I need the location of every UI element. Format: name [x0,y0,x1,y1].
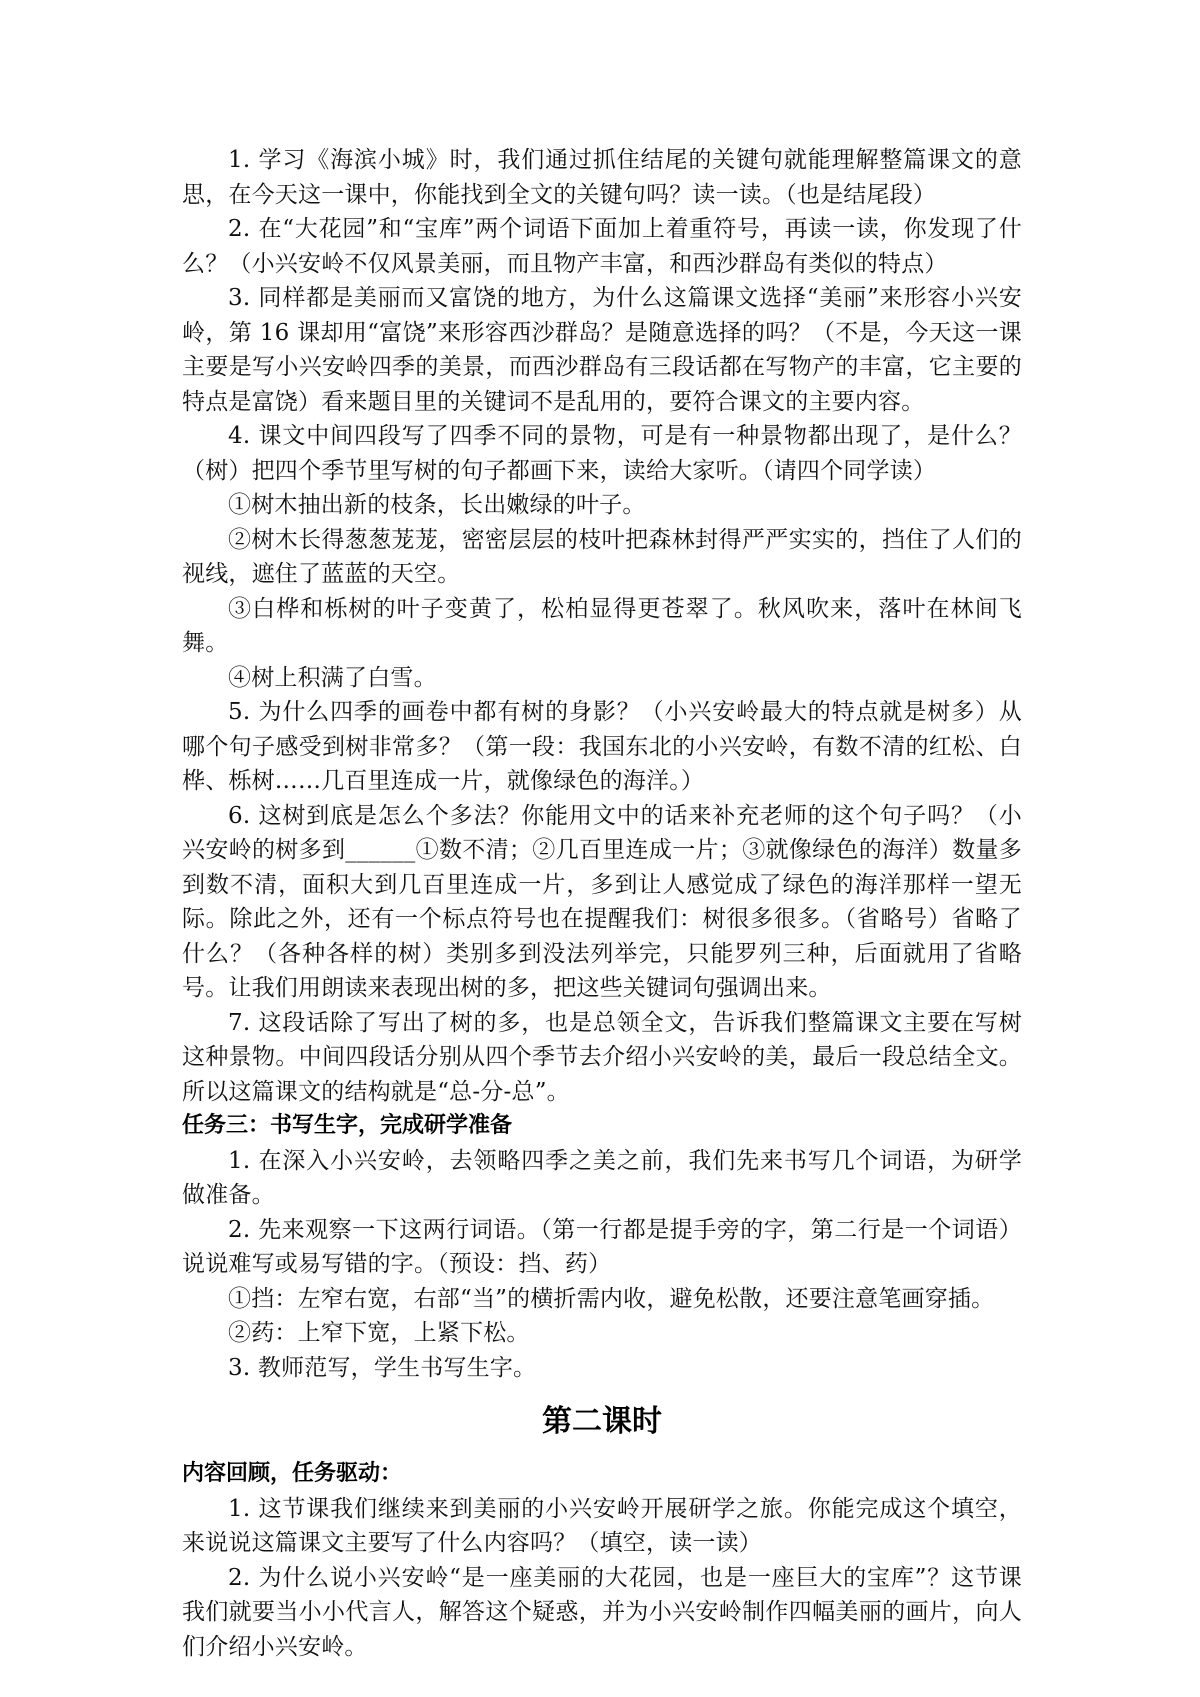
paragraph: ②药：上窄下宽，上紧下松。 [228,1320,530,1346]
task3-heading: 任务三：书写生字，完成研学准备 [182,1113,513,1138]
paragraph: 1. 这节课我们继续来到美丽的小兴安岭开展研学之旅。你能完成这个填空，来说说这篇课文主要写了什么内容吗？（填空，读一读） [182,1495,1022,1556]
paragraph: ①挡：左窄右宽，右部“当”的横折需内收，避免松散，还要注意笔画穿插。 [228,1285,995,1312]
paragraph: 6. 这树到底是怎么个多法？你能用文中的话来补充老师的这个句子吗？（小兴安岭的树多到______①数不清；②几百里连成一片；③就像绿色的海洋）数量多到数不清，面积大到几百里连成一片，多到让人感觉成了绿色的海洋那样一望无际。除此之外，还有一个标点符号也在提醒我们：树很多很多。（省略号）省略了什么？（各种各样的树）类别多到没法列举完，只能罗列三种，后面就用了省略号。让我们用朗读来表现出树的多，把这些关键词句强调出来。 [182,802,1022,1001]
paragraph: 5. 为什么四季的画卷中都有树的身影？（小兴安岭最大的特点就是树多）从哪个句子感受到树非常多？（第一段：我国东北的小兴安岭，有数不清的红松、白桦、栎树……几百里连成一片，就像绿色的海洋。） [182,699,1022,794]
paragraph: 3. 同样都是美丽而又富饶的地方，为什么这篇课文选择“美丽”来形容小兴安岭，第 16 课却用“富饶”来形容西沙群岛？是随意选择的吗？（不是，今天这一课主要是写小兴安岭四季的美景，而西沙群岛有三段话都在写物产的丰富，它主要的特点是富饶）看来题目里的关键词不是乱用的，要符合课文的主要内容。 [182,285,1022,415]
paragraph: 4. 课文中间四段写了四季不同的景物，可是有一种景物都出现了，是什么？（树）把四个季节里写树的句子都画下来，读给大家听。（请四个同学读） [182,423,1022,484]
task3-list [182,1144,1022,1386]
quote-line: ④树上积满了白雪。 [228,664,437,691]
document-body [182,143,1022,1664]
paragraph: 2. 为什么说小兴安岭“是一座美丽的大花园，也是一座巨大的宝库”？这节课我们就要当小小代言人，解答这个疑惑，并为小兴安岭制作四幅美丽的画片，向人们介绍小兴安岭。 [182,1564,1022,1660]
lesson2-title: 第二课时 [542,1404,662,1439]
quote-line: ①树木抽出新的枝条，长出嫩绿的叶子。 [228,492,646,518]
review-list [182,1492,1022,1665]
paragraph: 2. 先来观察一下这两行词语。（第一行都是提手旁的字，第二行是一个词语）说说难写或易写错的字。（预设：挡、药） [182,1216,1022,1277]
paragraph: 1. 学习《海滨小城》时，我们通过抓住结尾的关键句就能理解整篇课文的意思，在今天这一课中，你能找到全文的关键句吗？读一读。（也是结尾段） [182,147,1022,208]
lesson1-discussion-list [182,143,1022,1109]
paragraph: 3. 教师范写，学生书写生字。 [228,1354,537,1381]
paragraph: 2. 在“大花园”和“宝库”两个词语下面加上着重符号，再读一读，你发现了什么？（小兴安岭不仅风景美丽，而且物产丰富，和西沙群岛有类似的特点） [182,216,1022,277]
review-heading: 内容回顾，任务驱动： [182,1461,403,1486]
paragraph: 7. 这段话除了写出了树的多，也是总领全文，告诉我们整篇课文主要在写树这种景物。中间四段话分别从四个季节去介绍小兴安岭的美，最后一段总结全文。所以这篇课文的结构就是“总-分-总”。 [182,1009,1022,1105]
quote-line: ③白桦和栎树的叶子变黄了，松柏显得更苍翠了。秋风吹来，落叶在林间飞舞。 [182,595,1022,656]
quote-line: ②树木长得葱葱茏茏，密密层层的枝叶把森林封得严严实实的，挡住了人们的视线，遮住了蓝蓝的天空。 [182,526,1022,587]
paragraph: 1. 在深入小兴安岭，去领略四季之美之前，我们先来书写几个词语，为研学做准备。 [182,1147,1022,1208]
